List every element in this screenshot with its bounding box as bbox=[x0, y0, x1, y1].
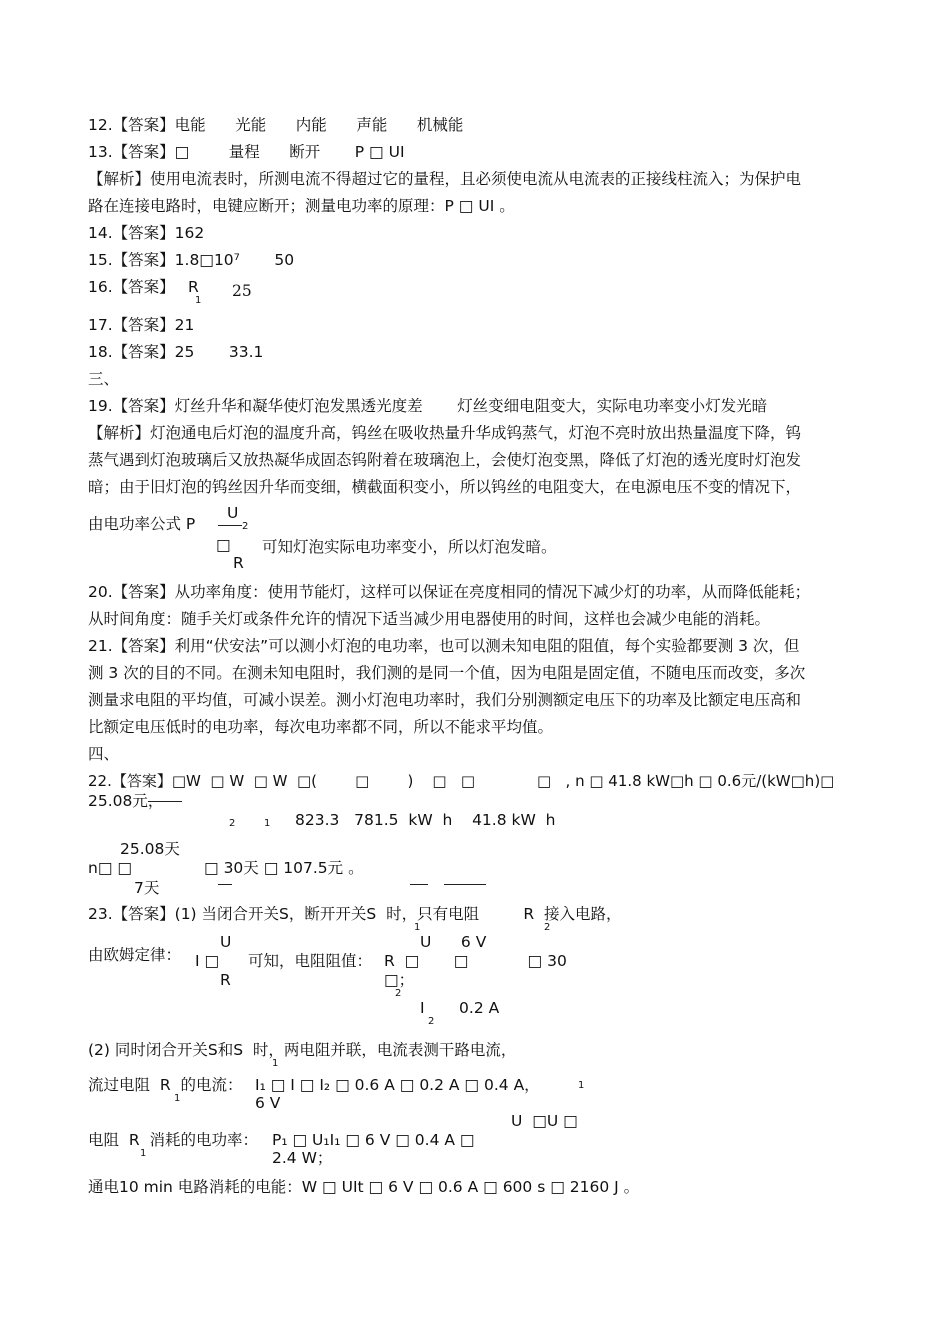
answer-21-line4: 比额定电压低时的电功率，每次电功率都不同，所以不能求平均值。 bbox=[88, 718, 554, 736]
analysis-13-line2: 路在连接电路时，电键应断开；测量电功率的原理：P □ UI 。 bbox=[88, 197, 515, 215]
current-r1-label: 流过电阻 R 的电流： bbox=[88, 1076, 243, 1094]
answer-22: 22.【答案】□W □ W □ W □( □ ) □ □ □ , n □ 41.8 kW□h □ 0.6元/(kW□h)□ bbox=[88, 772, 835, 790]
answer-22-readings: 823.3 781.5 kW h 41.8 kW h bbox=[295, 811, 556, 829]
answer-14: 14.【答案】162 bbox=[88, 224, 205, 242]
formula-denominator: R bbox=[233, 554, 244, 572]
power-r1-sub: 1 bbox=[140, 1148, 147, 1159]
answer-22-total: 25.08元， bbox=[88, 792, 164, 810]
ohm-law-label: 由欧姆定律： bbox=[88, 946, 182, 964]
resistance-formula: R □ □ □ 30 bbox=[384, 952, 567, 970]
analysis-19-formula-prefix: 由电功率公式 P bbox=[88, 515, 196, 533]
answer-18: 18.【答案】25 33.1 bbox=[88, 343, 264, 361]
answer-21: 21.【答案】利用“伏安法”可以测小灯泡的电功率，也可以测未知电阻的阻值，每个实验都要测 3 次，但 bbox=[88, 637, 800, 655]
strike-line bbox=[148, 801, 182, 802]
answer-12: 12.【答案】电能 光能 内能 声能 机械能 bbox=[88, 116, 464, 134]
analysis-19-line2: 蒸气遇到灯泡玻璃后又放热凝华成固态钨附着在玻璃泡上，会使灯泡变黑，降低了灯泡的透光度时灯泡发 bbox=[88, 451, 802, 469]
power-r1-result: 2.4 W； bbox=[272, 1149, 333, 1167]
section-three-heading: 三、 bbox=[88, 370, 120, 388]
answer-20-line2: 从时间角度：随手关灯或条件允许的情况下适当减少用电器使用的时间，这样也会减少电能的消耗。 bbox=[88, 610, 771, 628]
answer-23: 23.【答案】(1) 当闭合开关S，断开开关S 时，只有电阻 R 接入电路， bbox=[88, 905, 622, 923]
answer-23-resistance-label: 可知，电阻阻值： bbox=[248, 952, 373, 970]
dash-3 bbox=[444, 884, 486, 885]
answer-16-value: 25 bbox=[232, 282, 252, 300]
power-r1-label: 电阻 R 消耗的电功率： bbox=[88, 1131, 258, 1149]
answer-22-n: n□ □ bbox=[88, 859, 133, 877]
answer-16: 16.【答案】 bbox=[88, 278, 175, 296]
current-sub: 2 bbox=[428, 1016, 435, 1027]
resistance-box: □； bbox=[384, 971, 415, 989]
answer-21-line2: 测 3 次的目的不同。在测未知电阻时，我们测的是同一个值，因为电阻是固定值，不随电压而改变，多次 bbox=[88, 664, 806, 682]
resistance-numerator: U 6 V bbox=[420, 933, 487, 951]
ohm-numerator: U bbox=[220, 933, 232, 951]
formula-exponent: 2 bbox=[242, 521, 249, 532]
answer-21-line3: 测量求电阻的平均值，可减小误差。测小灯泡电功率时，我们分别测额定电压下的功率及比额定电压高和 bbox=[88, 691, 802, 709]
answer-23-sub2: 2 bbox=[544, 922, 551, 933]
answer-22-sub2: 2 bbox=[229, 818, 236, 829]
answer-22-denominator: 7天 bbox=[134, 879, 160, 897]
answer-22-sub1: 1 bbox=[264, 818, 271, 829]
answer-16-r: R bbox=[188, 278, 199, 296]
current-r1-tail-sub: 1 bbox=[578, 1080, 585, 1091]
ohm-i: I □ bbox=[195, 952, 220, 970]
answer-16-subscript: 1 bbox=[195, 295, 202, 306]
formula-box: □ bbox=[216, 536, 231, 554]
answer-22-result: □ 30天 □ 107.5元 。 bbox=[204, 859, 364, 877]
fraction-bar bbox=[218, 525, 242, 526]
ohm-denominator: R bbox=[220, 971, 231, 989]
answer-23-sub1: 1 bbox=[414, 922, 421, 933]
answer-23-part2: (2) 同时闭合开关S和S 时，两电阻并联，电流表测干路电流， bbox=[88, 1041, 517, 1059]
current-r1-sub: 1 bbox=[174, 1093, 181, 1104]
answer-15: 15.【答案】1.8□10⁷ 50 bbox=[88, 251, 295, 269]
answer-17: 17.【答案】21 bbox=[88, 316, 195, 334]
section-four-heading: 四、 bbox=[88, 745, 120, 763]
answer-23-part2-sub: 1 bbox=[272, 1058, 279, 1069]
dash-2 bbox=[410, 884, 428, 885]
analysis-13-line1: 【解析】使用电流表时，所测电流不得超过它的量程，且必须使电流从电流表的正接线柱流入；为保护电 bbox=[88, 170, 802, 188]
voltage-equality: U □U □ bbox=[511, 1112, 578, 1130]
dash-1 bbox=[218, 884, 232, 885]
current-r1-voltage: 6 V bbox=[255, 1094, 281, 1112]
resistance-sub: 2 bbox=[395, 988, 402, 999]
answer-22-numerator: 25.08天 bbox=[120, 840, 180, 858]
answer-20: 20.【答案】从功率角度：使用节能灯，这样可以保证在亮度相同的情况下减少灯的功率，从而降低能耗； bbox=[88, 583, 811, 601]
current-r1-value: I₁ □ I □ I₂ □ 0.6 A □ 0.2 A □ 0.4 A， bbox=[255, 1076, 540, 1094]
current-denominator: I 0.2 A bbox=[420, 999, 500, 1017]
power-r1-value: P₁ □ U₁I₁ □ 6 V □ 0.4 A □ bbox=[272, 1131, 475, 1149]
analysis-19-line1: 【解析】灯泡通电后灯泡的温度升高，钨丝在吸收热量升华成钨蒸气，灯泡不亮时放出热量温度下降，钨 bbox=[88, 424, 802, 442]
answer-13: 13.【答案】□ 量程 断开 P □ UI bbox=[88, 143, 405, 161]
analysis-19-conclusion: 可知灯泡实际电功率变小，所以灯泡发暗。 bbox=[262, 538, 557, 556]
energy-line: 通电10 min 电路消耗的电能：W □ UIt □ 6 V □ 0.6 A □ 600 s □ 2160 J 。 bbox=[88, 1178, 640, 1196]
analysis-19-line3: 暗；由于旧灯泡的钨丝因升华而变细，横截面积变小，所以钨丝的电阻变大，在电源电压不变的情况下， bbox=[88, 478, 802, 496]
formula-numerator: U bbox=[227, 504, 239, 522]
answer-19: 19.【答案】灯丝升华和凝华使灯泡发黑透光度差 灯丝变细电阻变大，实际电功率变小灯发光暗 bbox=[88, 397, 768, 415]
